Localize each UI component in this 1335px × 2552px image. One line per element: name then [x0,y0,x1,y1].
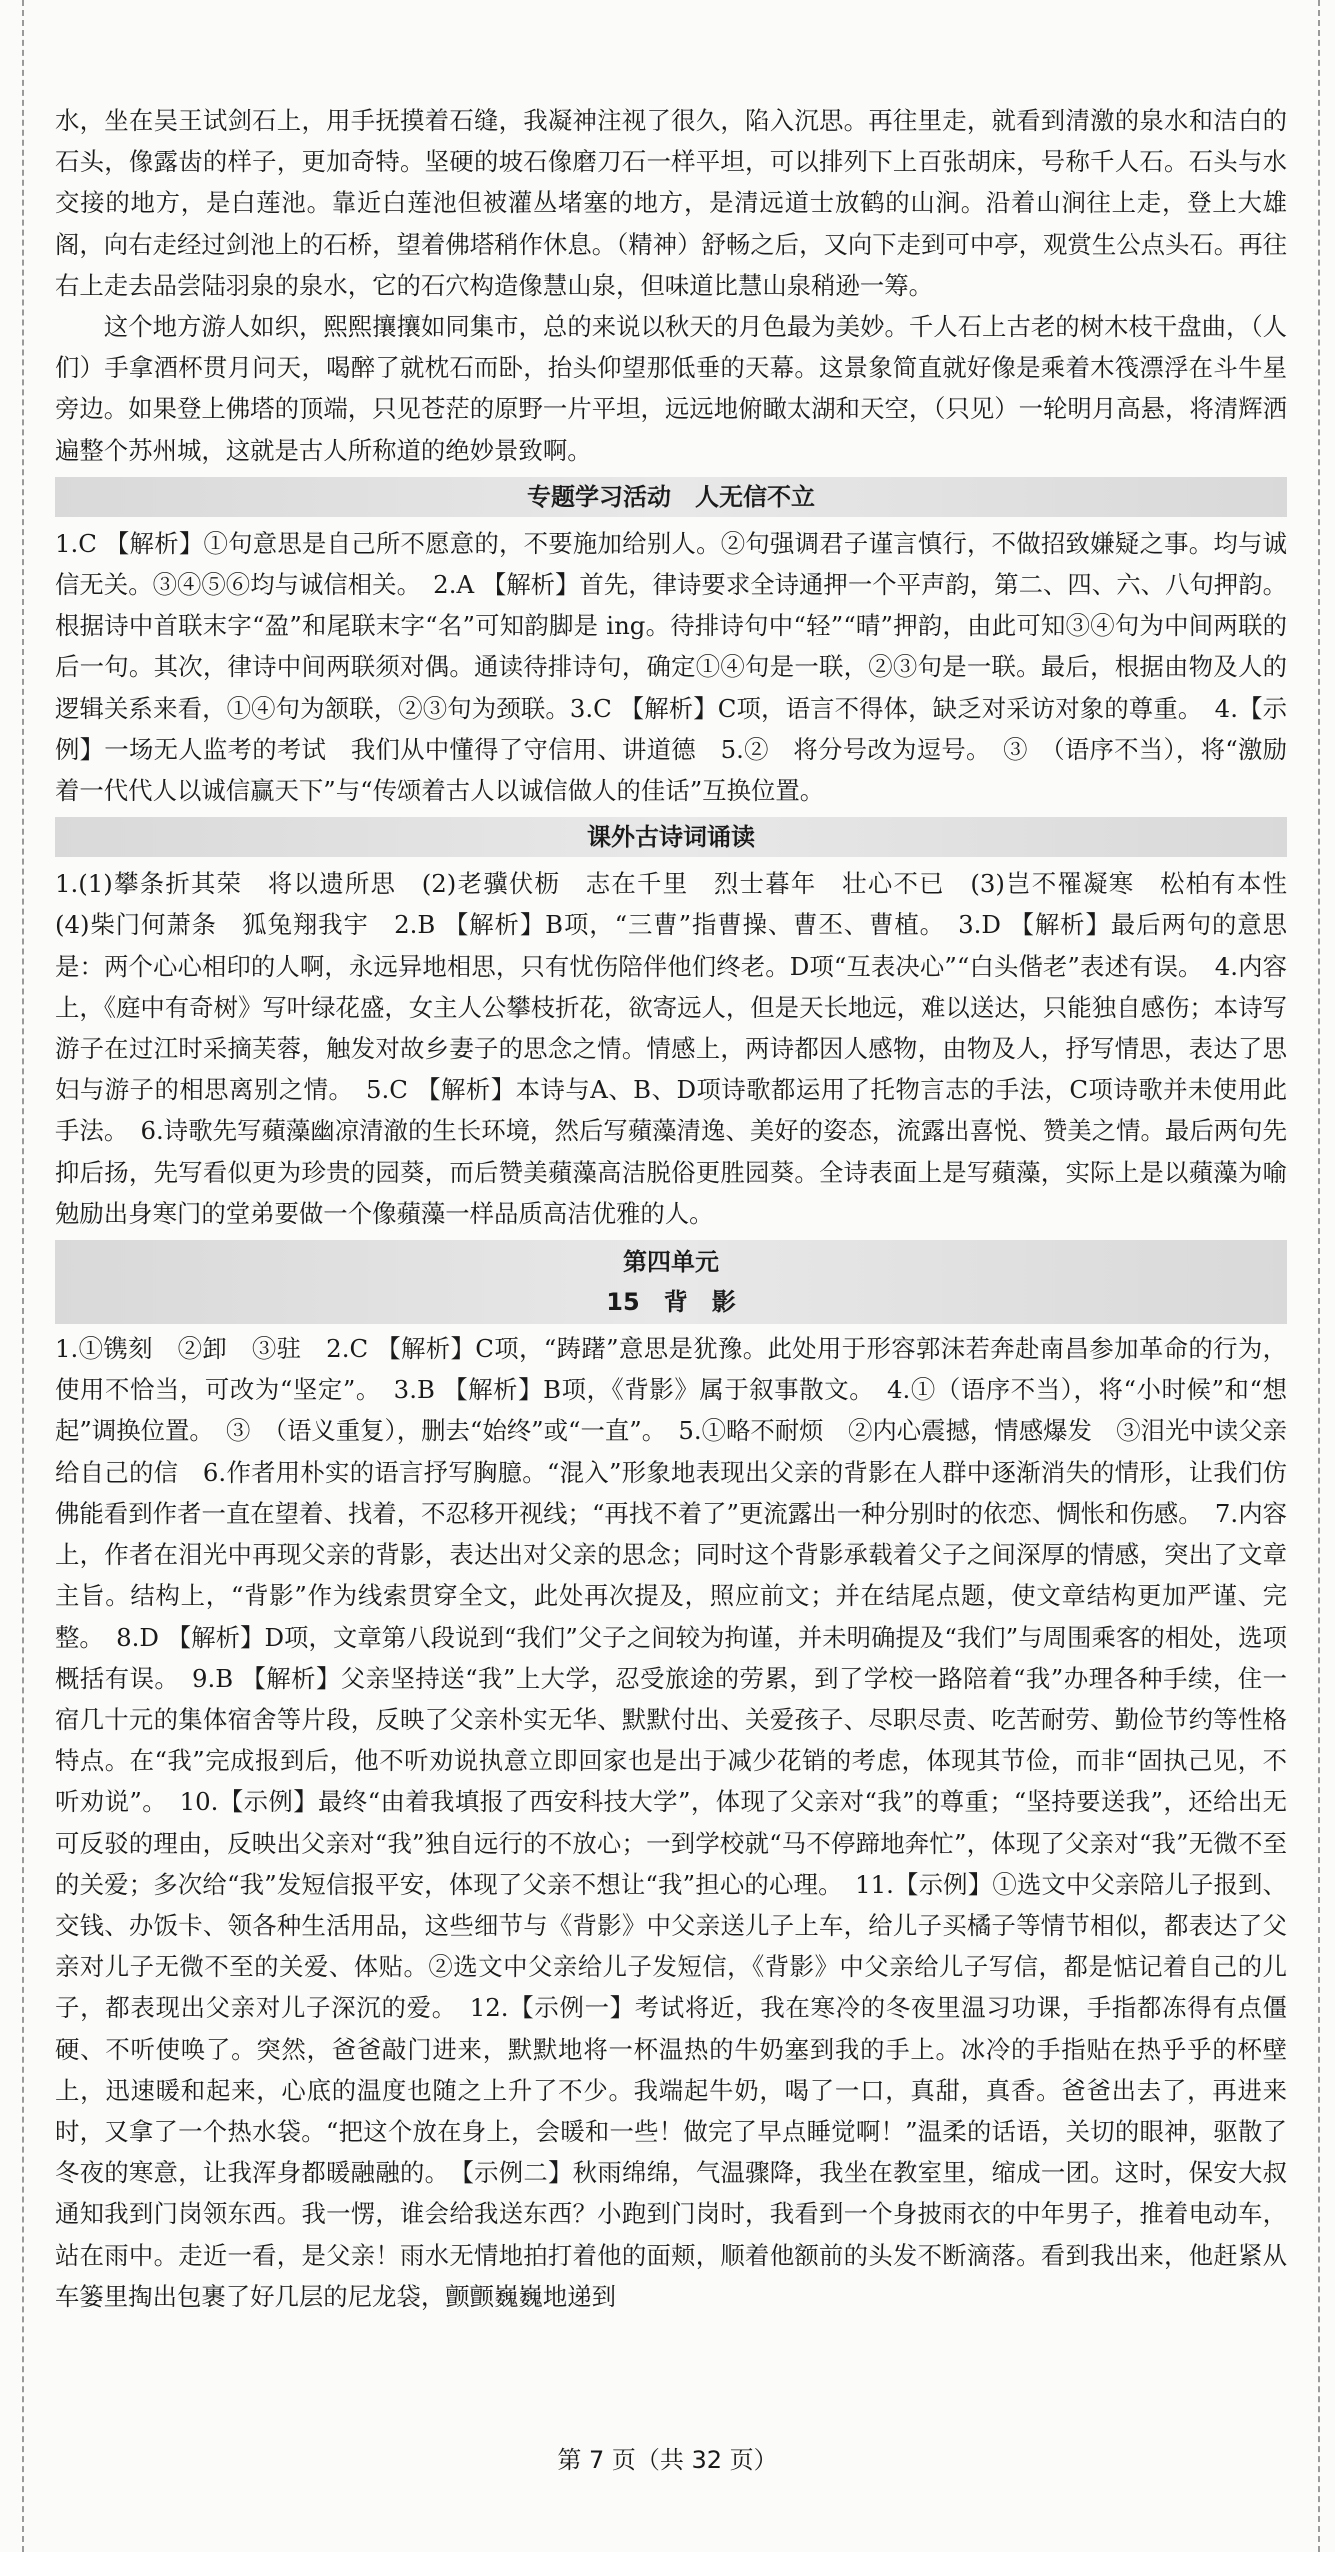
answer-page [55,100,1312,2317]
page-number: 第 7 页（共 32 页） [557,2446,778,2474]
intro-paragraph-2: 这个地方游人如织，熙熙攘攘如同集市，总的来说以秋天的月色最为美妙。千人石上古老的树木枝干盘曲，（人们）手拿酒杯贯月问天，喝醉了就枕石而卧，抬头仰望那低垂的天幕。这景象简直就好像是乘着木筏漂浮在斗牛星旁边。如果登上佛塔的顶端，只见苍茫的原野一片平坦，远远地俯瞰太湖和天空，（只见）一轮明月高悬，将清辉洒遍整个苏州城，这就是古人所称道的绝妙景致啊。 [55,312,1287,465]
section-heading-poetry: 课外古诗词诵读 [55,817,1287,857]
unit-title: 第四单元 [623,1248,719,1277]
left-binding-line [22,0,24,2552]
section-heading-integrity: 专题学习活动 人无信不立 [55,477,1287,517]
lesson-answers: 1.①镌刻 ②卸 ③驻 2.C 【解析】C项，“踌躇”意思是犹豫。此处用于形容郭沫若奔赴南昌参加革命的行为，使用不恰当，可改为“坚定”。 3.B 【解析】B项，《背影》属于叙事散文。 4.①（语序不当），将“小时候”和“想起”调换位置。 ③ （语义重复），删去“始终”或“一直”。 5.①略不耐烦 ②内心震撼，情感爆发 ③泪光中读父亲给自己的信 6.作者用朴实的语言抒写胸臆。“混入”形象地表现出父亲的背影在人群中逐渐消失的情形，让我们仿佛能看到作者一直在望着、找着，不忍移开视线；“再找不着了”更流露出一种分别时的依恋、惆怅和伤感。 7.内容上，作者在泪光中再现父亲的背影，表达出对父亲的思念；同时这个背影承载着父子之间深厚的情感，突出了文章主旨。结构上，“背影”作为线索贯穿全文，此处再次提及，照应前文；并在结尾点题，使文章结构更加严谨、完整。 8.D 【解析】D项，文章第八段说到“我们”父子之间较为拘谨，并未明确提及“我们”与周围乘客的相处，选项概括有误。 9.B 【解析】父亲坚持送“我”上大学，忍受旅途的劳累，到了学校一路陪着“我”办理各种手续，住一宿几十元的集体宿舍等片段，反映了父亲朴实无华、默默付出、关爱孩子、尽职尽责、吃苦耐劳、勤俭节约等性格特点。在“我”完成报到后，他不听劝说执意立即回家也是出于减少花销的考虑，体现其节俭，而非“固执己见，不听劝说”。 10.【示例】最终“由着我填报了西安科技大学”，体现了父亲对“我”的尊重；“坚持要送我”，还给出无可反驳的理由，反映出父亲对“我”独自远行的不放心；一到学校就“马不停蹄地奔忙”，体现了父亲对“我”无微不至的关爱；多次给“我”发短信报平安，体现了父亲不想让“我”担心的心理。 11.【示例】①选文中父亲陪儿子报到、交钱、办饭卡、领各种生活用品，这些细节与《背影》中父亲送儿子上车，给儿子买橘子等情节相似，都表达了父亲对儿子无微不至的关爱、体贴。②选文中父亲给儿子发短信，《背影》中父亲给儿子写信，都是惦记着自己的儿子，都表现出父亲对儿子深沉的爱。 12.【示例一】考试将近，我在寒冷的冬夜里温习功课，手指都冻得有点僵硬、不听使唤了。突然，爸爸敲门进来，默默地将一杯温热的牛奶塞到我的手上。冰冷的手指贴在热乎乎的杯壁上，迅速暖和起来，心底的温度也随之上升了不少。我端起牛奶，喝了一口，真甜，真香。爸爸出去了，再进来时，又拿了一个热水袋。“把这个放在身上，会暖和一些！做完了早点睡觉啊！”温柔的话语，关切的眼神，驱散了冬夜的寒意，让我浑身都暖融融的。 【示例二】秋雨绵绵，气温骤降，我坐在教室里，缩成一团。这时，保安大叔通知我到门岗领东西。我一愣，谁会给我送东西？小跑到门岗时，我看到一个身披雨衣的中年男子，推着电动车，站在雨中。走近一看，是父亲！雨水无情地拍打着他的面颊，顺着他额前的头发不断滴落。看到我出来，他赶紧从车篓里掏出包裹了好几层的尼龙袋，颤颤巍巍地递到 [55,1334,1287,2311]
right-binding-line [1318,0,1320,2552]
section-integrity-answers: 1.C 【解析】①句意思是自己所不愿意的，不要施加给别人。②句强调君子谨言慎行，不做招致嫌疑之事。均与诚信无关。③④⑤⑥均与诚信相关。 2.A 【解析】首先，律诗要求全诗通押一个平声韵，第二、四、六、八句押韵。根据诗中首联末字“盈”和尾联末字“名”可知韵脚是 ing。待排诗句中“轻”“晴”押韵，由此可知③④句为中间两联的后一句。其次，律诗中间两联须对偶。通读待排诗句，确定①④句是一联，②③句是一联。最后，根据由物及人的逻辑关系来看，①④句为颔联，②③句为颈联。3.C 【解析】C项，语言不得体，缺乏对采访对象的尊重。 4.【示例】一场无人监考的考试 我们从中懂得了守信用、讲道德 5.② 将分号改为逗号。 ③ （语序不当），将“激励着一代代人以诚信赢天下”与“传颂着古人以诚信做人的佳话”互换位置。 [55,528,1287,806]
unit-heading [55,1240,1287,1324]
intro-paragraph-1: 水，坐在吴王试剑石上，用手抚摸着石缝，我凝神注视了很久，陷入沉思。再往里走，就看到清激的泉水和洁白的石头，像露齿的样子，更加奇特。坚硬的坡石像磨刀石一样平坦，可以排列下上百张胡床，号称千人石。石头与水交接的地方，是白莲池。靠近白莲池但被灌丛堵塞的地方，是清远道士放鹤的山涧。沿着山涧往上走，登上大雄阁，向右走经过剑池上的石桥，望着佛塔稍作休息。（精神）舒畅之后，又向下走到可中亭，观赏生公点头石。再往右上走去品尝陆羽泉的泉水，它的石穴构造像慧山泉，但味道比慧山泉稍逊一筹。 [55,106,1287,300]
section-poetry-answers: 1.(1)攀条折其荣 将以遗所思 (2)老骥伏枥 志在千里 烈士暮年 壮心不已 (3)岂不罹凝寒 松柏有本性 (4)柴门何萧条 狐兔翔我宇 2.B 【解析】B项，“三曹”指曹操、曹丕、曹植。 3.D 【解析】最后两句的意思是：两个心心相印的人啊，永远异地相思，只有忧伤陪伴他们终老。D项“互表决心”“白头偕老”表述有误。 4.内容上，《庭中有奇树》写叶绿花盛，女主人公攀枝折花，欲寄远人，但是天长地远，难以送达，只能独自感伤；本诗写游子在过江时采摘芙蓉，触发对故乡妻子的思念之情。情感上，两诗都因人感物，由物及人，抒写情思，表达了思妇与游子的相思离别之情。 5.C 【解析】本诗与A、B、D项诗歌都运用了托物言志的手法，C项诗歌并未使用此手法。 6.诗歌先写蘋藻幽凉清澈的生长环境，然后写蘋藻清逸、美好的姿态，流露出喜悦、赞美之情。最后两句先抑后扬，先写看似更为珍贵的园葵，而后赞美蘋藻高洁脱俗更胜园葵。全诗表面上是写蘋藻，实际上是以蘋藻为喻勉励出身寒门的堂弟要做一个像蘋藻一样品质高洁优雅的人。 [55,869,1312,1228]
lesson-title: 15 背 影 [606,1288,736,1317]
